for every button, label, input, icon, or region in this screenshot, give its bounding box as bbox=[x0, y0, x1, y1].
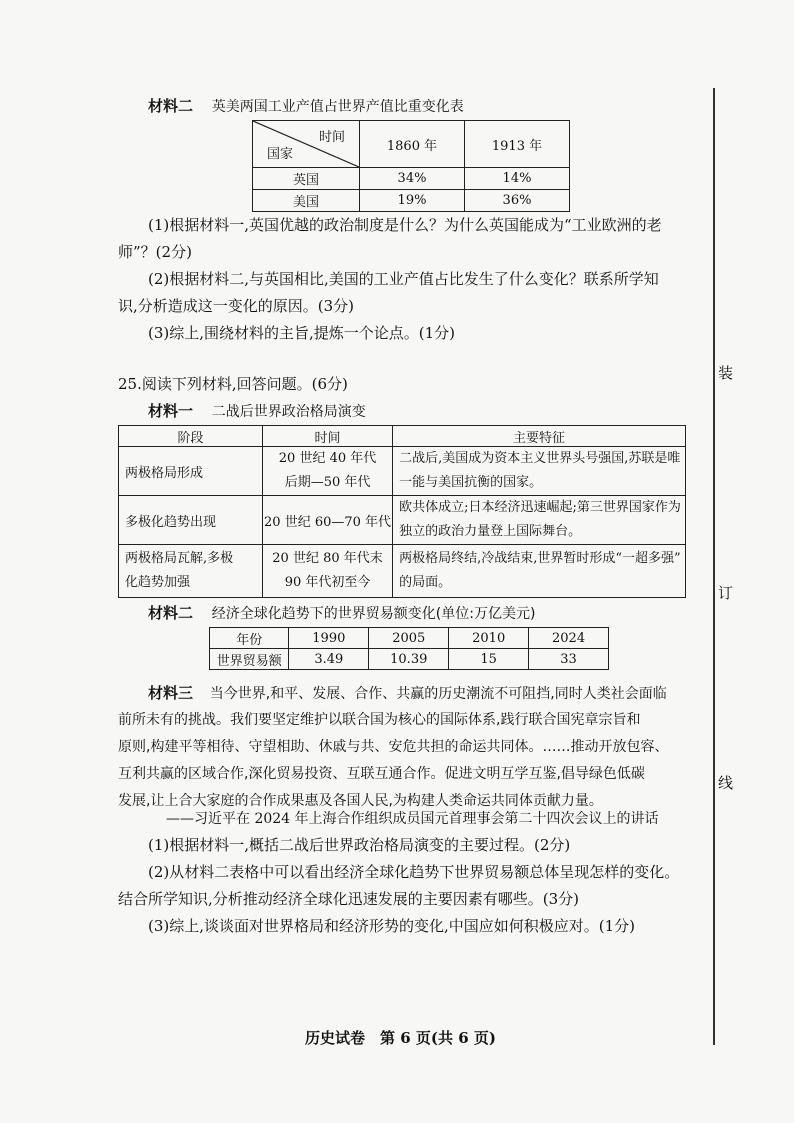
binding-char-zhuang: 装 bbox=[718, 358, 733, 387]
q24-material2-heading bbox=[148, 95, 464, 116]
column-header: 1913 年 bbox=[465, 121, 570, 168]
time-line: 90 年代初至今 bbox=[284, 575, 371, 590]
q25-material1-title: 二战后世界政治格局演变 bbox=[211, 404, 366, 420]
q25-material3-label: 材料三 bbox=[148, 684, 194, 702]
table-cell: 14% bbox=[465, 168, 570, 190]
feature-line: 欧共体成立;日本经济迅速崛起;第三世界国家作为 bbox=[399, 500, 681, 515]
industry-share-table bbox=[252, 120, 570, 212]
time-line: 20 世纪 40 年代 bbox=[278, 451, 377, 466]
feature-line: 二战后,美国成为资本主义世界头号强国,苏联是唯 bbox=[399, 451, 681, 466]
table-row bbox=[253, 168, 570, 190]
row-country: 英国 bbox=[253, 168, 360, 190]
q25-material2-label: 材料二 bbox=[148, 604, 194, 622]
q24-material2-title: 英美两国工业产值占世界产值比重变化表 bbox=[211, 99, 464, 115]
q25-material2-title: 经济全球化趋势下的世界贸易额变化(单位:万亿美元) bbox=[211, 606, 536, 622]
column-header: 主要特征 bbox=[393, 426, 686, 447]
binding-line bbox=[713, 88, 715, 1045]
q24-question-3: (3)综上,围绕材料的主旨,提炼一个论点。(1分) bbox=[148, 324, 456, 342]
table-header-row bbox=[253, 121, 570, 168]
table-row bbox=[119, 545, 686, 598]
column-header: 时间 bbox=[263, 426, 393, 447]
corner-header-country: 国家 bbox=[267, 147, 294, 162]
q25-material2-heading bbox=[148, 602, 535, 623]
year-cell: 2024 bbox=[529, 628, 609, 649]
year-cell: 1990 bbox=[289, 628, 369, 649]
stage-cell bbox=[119, 545, 263, 598]
corner-header-time: 时间 bbox=[318, 130, 345, 145]
q25-question-1: (1)根据材料一,概括二战后世界政治格局演变的主要过程。(2分) bbox=[148, 836, 571, 854]
time-line: 20 世纪 80 年代末 bbox=[272, 551, 383, 566]
table-cell: 19% bbox=[360, 190, 465, 212]
q24-question-1-line2: 师”？(2分) bbox=[118, 243, 192, 261]
table-row bbox=[253, 190, 570, 212]
time-line: 后期—50 年代 bbox=[284, 475, 371, 490]
value-cell: 15 bbox=[449, 649, 529, 670]
table-row bbox=[119, 496, 686, 545]
table-header-row bbox=[119, 426, 686, 447]
table-row bbox=[210, 649, 609, 670]
row-header: 世界贸易额 bbox=[210, 649, 289, 670]
material3-text: 前所未有的挑战。我们要坚定维护以联合国为核心的国际体系,践行联合国宪章宗旨和 bbox=[118, 712, 641, 728]
table-header-row bbox=[210, 628, 609, 649]
q25-stem: 25.阅读下列材料,回答问题。(6分) bbox=[118, 375, 348, 393]
value-cell: 10.39 bbox=[369, 649, 449, 670]
value-cell: 33 bbox=[529, 649, 609, 670]
q25-material3-line bbox=[148, 682, 667, 703]
feature-line: 独立的政治力量登上国际舞台。 bbox=[399, 524, 582, 539]
year-cell: 2010 bbox=[449, 628, 529, 649]
row-country: 美国 bbox=[253, 190, 360, 212]
q24-material2-label: 材料二 bbox=[148, 97, 194, 115]
value-cell: 3.49 bbox=[289, 649, 369, 670]
page-footer: 历史试卷 第 6 页(共 6 页) bbox=[305, 1029, 496, 1047]
column-header: 阶段 bbox=[119, 426, 263, 447]
stage-line: 两极格局瓦解,多极 bbox=[125, 551, 234, 566]
time-cell bbox=[263, 447, 393, 496]
feature-line: 两极格局终结,冷战结束,世界暂时形成“一超多强” bbox=[399, 551, 681, 566]
feature-line: 的局面。 bbox=[399, 575, 452, 590]
table-cell: 36% bbox=[465, 190, 570, 212]
material3-text: 发展,让上合大家庭的合作成果惠及各国人民,为构建人类命运共同体贡献力量。 bbox=[118, 793, 603, 809]
table-cell: 34% bbox=[360, 168, 465, 190]
q25-question-2-line1: (2)从材料二表格中可以看出经济全球化趋势下世界贸易额总体呈现怎样的变化。 bbox=[148, 863, 680, 881]
q24-question-2-line1: (2)根据材料二,与英国相比,美国的工业产值占比发生了什么变化？联系所学知 bbox=[148, 270, 659, 288]
q25-material1-label: 材料一 bbox=[148, 402, 194, 420]
year-cell: 2005 bbox=[369, 628, 449, 649]
binding-char-ding: 订 bbox=[718, 578, 733, 607]
material3-text: 互利共赢的区域合作,深化贸易投资、互联互通合作。促进文明互学互鉴,倡导绿色低碳 bbox=[118, 766, 645, 782]
column-header: 1860 年 bbox=[360, 121, 465, 168]
stage-cell: 多极化趋势出现 bbox=[119, 496, 263, 545]
stage-cell: 两极格局形成 bbox=[119, 447, 263, 496]
political-structure-table bbox=[118, 425, 686, 598]
q25-question-2-line2: 结合所学知识,分析推动经济全球化迅速发展的主要因素有哪些。(3分) bbox=[118, 890, 580, 908]
material3-text: 原则,构建平等相待、守望相助、休戚与共、安危共担的命运共同体。……推动开放包容、 bbox=[118, 739, 669, 755]
stage-line: 化趋势加强 bbox=[125, 575, 191, 590]
feature-cell bbox=[393, 545, 686, 598]
feature-cell bbox=[393, 496, 686, 545]
material3-source: ——习近平在 2024 年上海合作组织成员国元首理事会第二十四次会议上的讲话 bbox=[166, 811, 659, 827]
time-cell: 20 世纪 60—70 年代 bbox=[263, 496, 393, 545]
corner-header-cell bbox=[253, 121, 360, 168]
binding-char-xian: 线 bbox=[718, 768, 733, 797]
q25-question-3: (3)综上,谈谈面对世界格局和经济形势的变化,中国应如何积极应对。(1分) bbox=[148, 917, 636, 935]
material3-text: 当今世界,和平、发展、合作、共赢的历史潮流不可阻挡,同时人类社会面临 bbox=[209, 686, 667, 702]
feature-line: 一能与美国抗衡的国家。 bbox=[399, 475, 543, 490]
q24-question-2-line2: 识,分析造成这一变化的原因。(3分) bbox=[118, 297, 355, 315]
table-row bbox=[119, 447, 686, 496]
trade-volume-table bbox=[209, 627, 609, 670]
feature-cell bbox=[393, 447, 686, 496]
time-cell bbox=[263, 545, 393, 598]
row-header: 年份 bbox=[210, 628, 289, 649]
q24-question-1-line1: (1)根据材料一,英国优越的政治制度是什么？为什么英国能成为“工业欧洲的老 bbox=[148, 216, 662, 234]
q25-material1-heading bbox=[148, 400, 366, 421]
